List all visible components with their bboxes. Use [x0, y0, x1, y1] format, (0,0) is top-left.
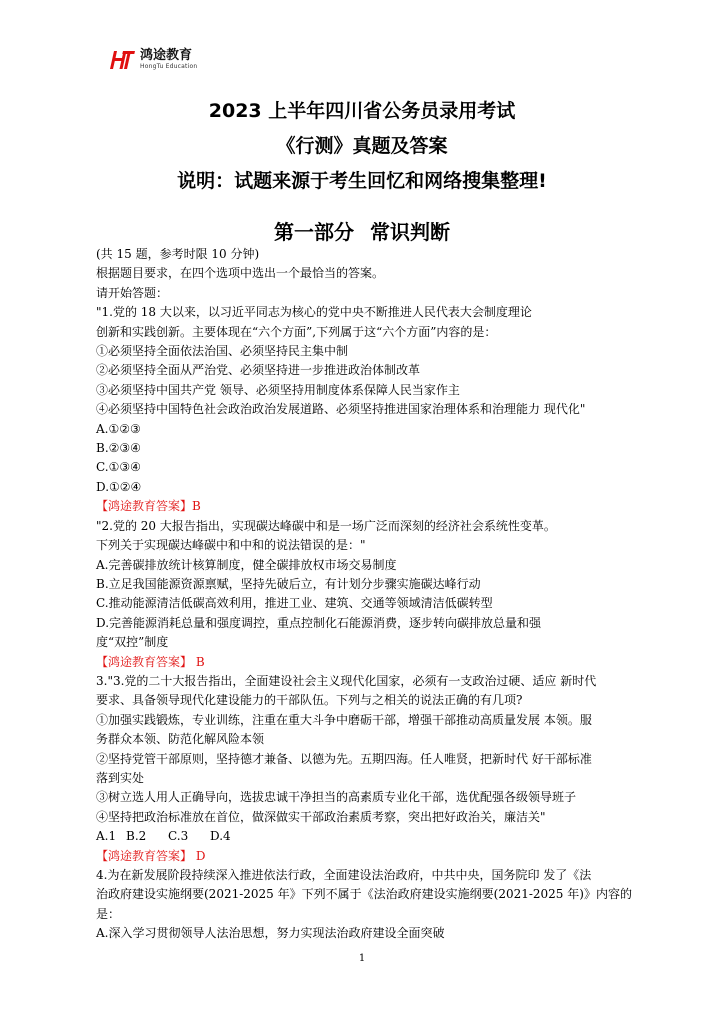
answer-value: B: [195, 654, 205, 669]
document-subtitle: 《行测》真题及答案: [276, 135, 448, 157]
answer-value: B: [192, 499, 201, 514]
question-3-option-d: D.4: [210, 829, 231, 844]
question-1-statement: ③必须坚持中国共产党 领导、必须坚持用制度体系保障人民当家作主: [96, 382, 460, 397]
question-1-answer: [96, 497, 636, 516]
question-3-statement: 落到实处: [96, 770, 145, 785]
answer-label: 【鸿途教育答案】: [96, 654, 193, 669]
question-1-option-c: C.①③④: [96, 460, 141, 475]
document-title: 2023 上半年四川省公务员录用考试: [208, 100, 516, 122]
question-4-stem: 治政府建设实施纲要(2021-2025 年》下列不属于《法治政府建设实施纲要(2021-2025 年)》内容的: [96, 887, 632, 902]
question-3-statement: ①加强实践锻炼，专业训练，注重在重大斗争中磨砺干部，增强干部推动高质量发展 本领。服: [96, 712, 592, 727]
brand-logo: [108, 47, 197, 73]
question-1-statement: ④必须坚持中国特色社会政治政治发展道路、必须坚持推进国家治理体系和治理能力 现代化": [96, 402, 586, 417]
logo-name: 鸿途教育: [140, 48, 193, 63]
question-3-answer: [96, 847, 636, 866]
question-3-statement: ③树立选人用人正确导向，选拔忠诚干净担当的高素质专业化干部，选优配强各级领导班子: [96, 790, 577, 805]
question-2-stem: "2.党的 20 大报告指出，实现碳达峰碳中和是一场广泛而深刻的经济社会系统性变革。: [96, 518, 556, 533]
question-3-statement: ④坚持把政治标准放在首位，做深做实干部政治素质考察，突出把好政治关，廉洁关": [96, 809, 546, 824]
question-3-option-c: C.3: [168, 829, 189, 844]
page-number: 1: [358, 953, 366, 964]
intro-line: (共 15 题，参考时限 10 分钟): [96, 247, 260, 261]
answer-label: 【鸿途教育答案】: [96, 848, 193, 863]
question-2-answer: [96, 653, 636, 672]
question-1-option-b: B.②③④: [96, 441, 141, 456]
question-3-option-a: A.1: [96, 829, 117, 844]
question-2-option-a: A.完善碳排放统计核算制度，健全碳排放权市场交易制度: [96, 557, 397, 572]
question-3-statement: 务群众本领、防范化解风险本领: [96, 732, 265, 747]
question-4-stem: 4.为在新发展阶段持续深入推进依法行政，全面建设法治政府，中共中央，国务院印 发了《法: [96, 868, 592, 882]
question-3-statement: ②坚持党管干部原则，坚持德才兼备、以德为先。五期四海。任人唯贤，把新时代 好干部标准: [96, 751, 592, 766]
question-3-option-b: B.2: [126, 829, 147, 844]
question-1-statement: ②必须坚持全面从严治党、必须坚持进一步推进政治体制改革: [96, 363, 421, 378]
hongtu-logo-icon: [108, 47, 136, 73]
question-2-option-d: D.完善能源消耗总量和强度调控，重点控制化石能源消费，逐步转向碳排放总量和强: [96, 615, 542, 630]
question-1-stem: 创新和实践创新。主要体现在“六个方面”,下列属于这“六个方面”内容的是：: [96, 324, 497, 339]
question-1-statement: ①必须坚持全面依法治国、必须坚持民主集中制: [96, 344, 349, 359]
answer-label: 【鸿途教育答案】: [96, 499, 193, 514]
question-2-option-c: C.推动能源清洁低碳高效利用，推进工业、建筑、交通等领域清洁低碳转型: [96, 596, 493, 611]
question-1-option-d: D.①②④: [96, 479, 142, 494]
logo-subtitle: HongTu Education: [140, 63, 198, 70]
intro-line: 根据题目要求，在四个选项中选出一个最恰当的答案。: [96, 266, 385, 281]
question-3-stem: 要求、具备领导现代化建设能力的干部队伍。下列与之相关的说法正确的有几项?: [96, 693, 523, 708]
question-4-option-a: A.深入学习贯彻领导人法治思想，努力实现法治政府建设全面突破: [96, 926, 445, 941]
document-note: 说明：试题来源于考生回忆和网络搜集整理!: [177, 170, 547, 192]
question-3-stem: 3."3.党的二十大报告指出，全面建设社会主义现代化国家，必须有一支政治过硬、适应 新时代: [96, 673, 597, 688]
question-1-option-a: A.①②③: [96, 421, 141, 436]
section-name: 常识判断: [370, 220, 450, 244]
question-4-stem: 是：: [96, 906, 121, 921]
answer-value: D: [195, 848, 206, 863]
question-1-stem: "1.党的 18 大以来，以习近平同志为核心的党中央不断推进人民代表大会制度理论: [96, 305, 532, 320]
section-part: 第一部分: [274, 220, 354, 244]
document-body: [96, 245, 636, 944]
question-3-options: [96, 827, 636, 846]
question-2-option-d-cont: 度“双控”制度: [96, 635, 169, 650]
question-2-stem: 下列关于实现碳达峰碳中和中和的说法错误的是：": [96, 538, 366, 553]
section-heading: [0, 216, 724, 245]
intro-line: 请开始答题：: [96, 285, 169, 300]
question-2-option-b: B.立足我国能源资源禀赋，坚持先破后立，有计划分步骤实施碳达峰行动: [96, 576, 481, 591]
